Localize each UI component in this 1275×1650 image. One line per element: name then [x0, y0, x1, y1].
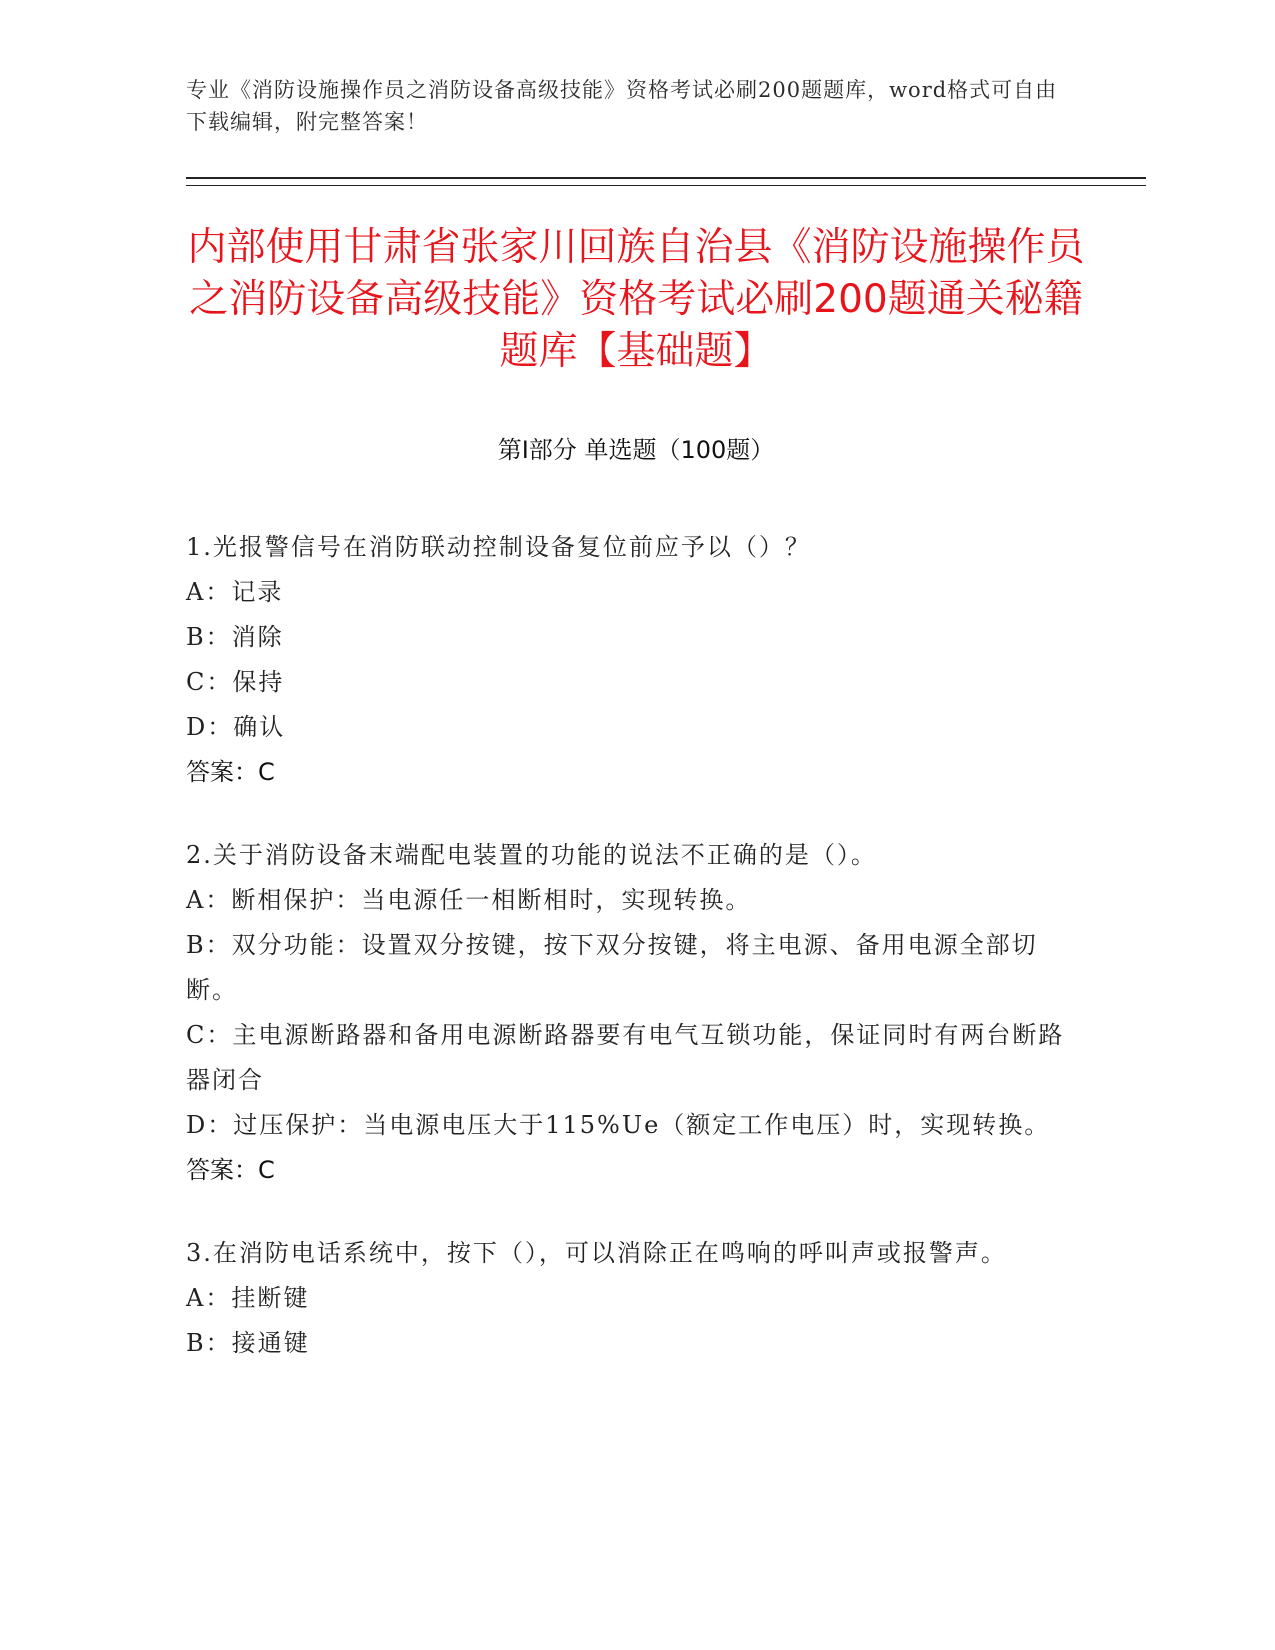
- option-a: A：挂断键: [186, 1284, 310, 1312]
- question-1: [186, 525, 1076, 795]
- header-divider-thick: [186, 177, 1146, 179]
- question-stem: 2.关于消防设备末端配电装置的功能的说法不正确的是（）。: [186, 841, 877, 869]
- question-2: [186, 833, 1076, 1193]
- answer-line: 答案：C: [186, 758, 275, 786]
- header-note: 专业《消防设施操作员之消防设备高级技能》资格考试必刷200题题库，word格式可自由下载编辑，附完整答案！: [186, 78, 1058, 134]
- option-d: D：过压保护：当电源电压大于115%Ue（额定工作电压）时，实现转换。: [186, 1111, 1051, 1139]
- section-heading: 第Ⅰ部分 单选题（100题）: [497, 436, 775, 464]
- option-d: D：确认: [186, 713, 286, 741]
- question-3: [186, 1231, 1076, 1366]
- option-b: B：双分功能：设置双分按键，按下双分按键，将主电源、备用电源全部切断。: [186, 931, 1038, 1004]
- option-c: C：主电源断路器和备用电源断路器要有电气互锁功能，保证同时有两台断路器闭合: [186, 1021, 1065, 1094]
- question-stem: 1.光报警信号在消防联动控制设备复位前应予以（）？: [186, 533, 811, 561]
- question-stem: 3.在消防电话系统中，按下（），可以消除正在鸣响的呼叫声或报警声。: [186, 1239, 1007, 1267]
- option-a: A：断相保护：当电源任一相断相时，实现转换。: [186, 886, 752, 914]
- question-list: [186, 525, 1076, 1404]
- option-b: B：消除: [186, 623, 284, 651]
- option-c: C：保持: [186, 668, 285, 696]
- option-b: B：接通键: [186, 1329, 310, 1357]
- answer-line: 答案：C: [186, 1156, 275, 1184]
- document-title: 内部使用甘肃省张家川回族自治县《消防设施操作员之消防设备高级技能》资格考试必刷200题通关秘籍题库【基础题】: [187, 225, 1085, 374]
- header-divider-thin: [186, 185, 1146, 186]
- option-a: A：记录: [186, 578, 284, 606]
